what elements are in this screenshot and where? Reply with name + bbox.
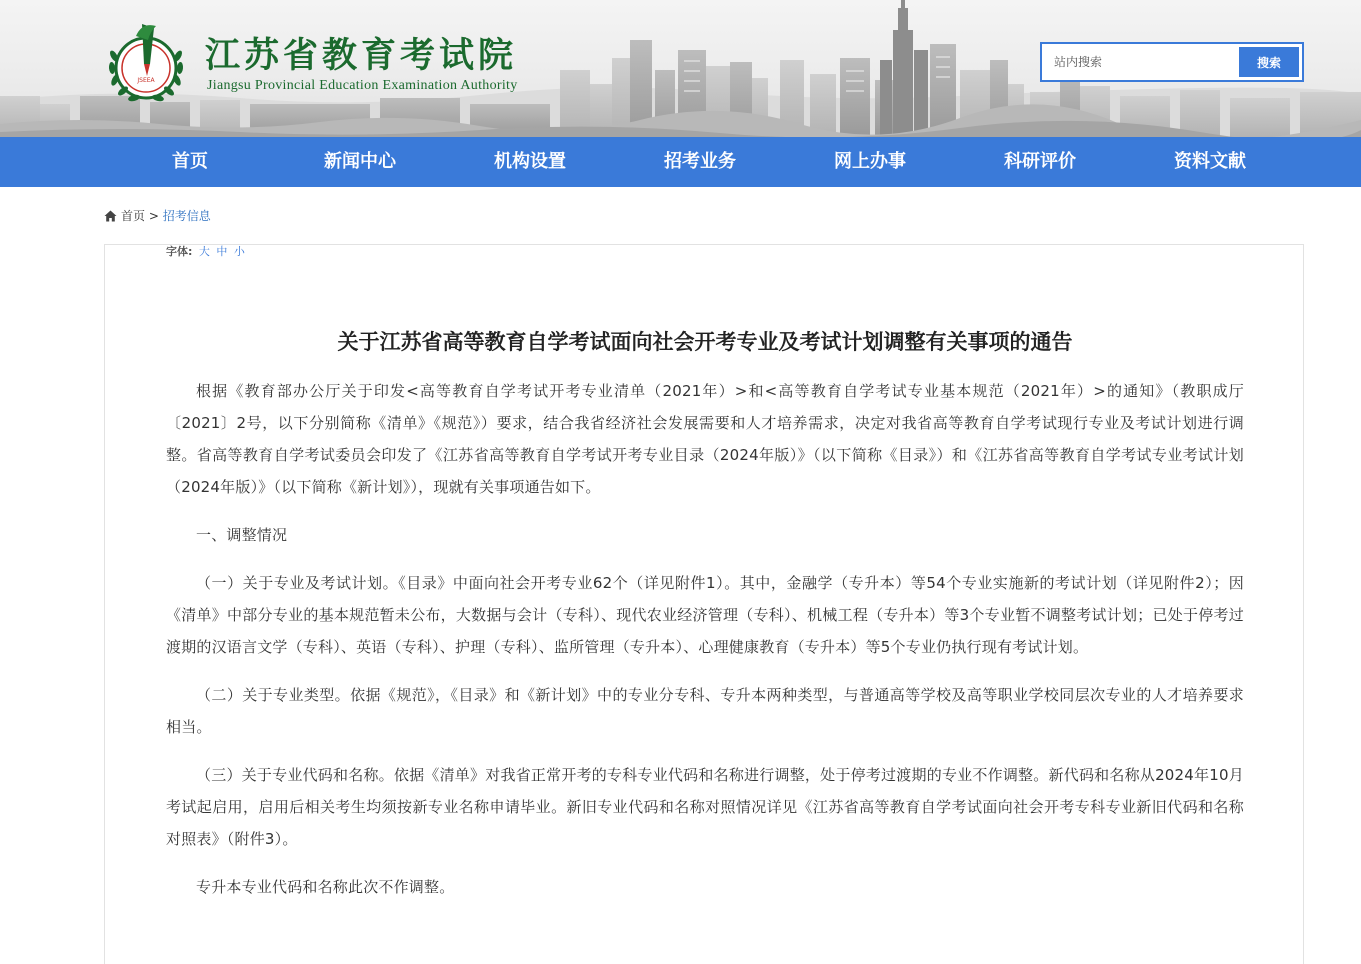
logo-badge-text: JSEEA [137, 77, 155, 84]
font-size-large-option[interactable]: 大 [198, 245, 210, 258]
font-size-medium-option[interactable]: 中 [216, 245, 228, 258]
font-size-control [166, 245, 245, 259]
nav-item-organization[interactable]: 机构设置 [494, 151, 566, 172]
article-paragraph: （二）关于专业类型。依据《规范》，《目录》和《新计划》中的专业分专科、专升本两种类型，与普通高等学校及高等职业学校同层次专业的人才培养要求相当。 [166, 686, 1244, 736]
search-input[interactable] [1042, 44, 1238, 80]
breadcrumb-separator: > [148, 209, 159, 223]
home-icon[interactable] [104, 209, 117, 227]
search-box [1040, 42, 1304, 82]
article-section-heading: 一、调整情况 [196, 526, 288, 544]
article-title: 关于江苏省高等教育自学考试面向社会开考专业及考试计划调整有关事项的通告 [337, 330, 1073, 354]
site-logo[interactable] [104, 18, 188, 110]
nav-item-news[interactable]: 新闻中心 [324, 151, 396, 172]
font-size-label: 字体: [166, 245, 193, 258]
main-nav [0, 137, 1361, 187]
logo-emblem-icon [104, 18, 188, 110]
nav-item-documents[interactable]: 资料文献 [1174, 151, 1246, 172]
font-size-small-option[interactable]: 小 [233, 245, 245, 258]
search-button[interactable]: 搜索 [1239, 47, 1299, 77]
article-container [104, 244, 1304, 964]
nav-item-admission[interactable]: 招考业务 [664, 151, 736, 172]
article-paragraph: 专升本专业代码和名称此次不作调整。 [196, 878, 455, 896]
site-header [0, 0, 1361, 137]
breadcrumb-home-link[interactable]: 首页 [121, 209, 146, 223]
article-paragraph: （三）关于专业代码和名称。依据《清单》对我省正常开考的专科专业代码和名称进行调整，处于停考过渡期的专业不作调整。新代码和名称从2024年10月考试起启用，启用后相关考生均须按新专业名称申请毕业。新旧专业代码和名称对照情况详见《江苏省高等教育自学考试面向社会开考专科专业新旧代码和名称对照表》（附件3）。 [166, 766, 1244, 848]
nav-item-online-services[interactable]: 网上办事 [834, 151, 906, 172]
nav-item-research[interactable]: 科研评价 [1004, 151, 1076, 172]
article-paragraph: 根据《教育部办公厅关于印发<高等教育自学考试开考专业清单（2021年）>和<高等教育自学考试专业基本规范（2021年）>的通知》（教职成厅〔2021〕2号，以下分别简称《清单》《规范》）要求，结合我省经济社会发展需要和人才培养需求，决定对我省高等教育自学考试现行专业及考试计划进行调整。省高等教育自学考试委员会印发了《江苏省高等教育自学考试开考专业目录（2024年版）》（以下简称《目录》）和《江苏省高等教育自学考试专业考试计划（2024年版）》（以下简称《新计划》），现就有关事项通告如下。 [166, 382, 1244, 496]
site-title-chinese[interactable]: 江苏省教育考试院 [205, 35, 518, 76]
article-paragraph: （一）关于专业及考试计划。《目录》中面向社会开考专业62个（详见附件1）。其中，金融学（专升本）等54个专业实施新的考试计划（详见附件2）；因《清单》中部分专业的基本规范暂未公布，大数据与会计（专科）、现代农业经济管理（专科）、机械工程（专升本）等3个专业暂不调整考试计划；已处于停考过渡期的汉语言文学（专科）、英语（专科）、护理（专科）、监所管理（专升本）、心理健康教育（专升本）等5个专业仍执行现有考试计划。 [166, 574, 1244, 656]
article-body [166, 375, 1244, 919]
nav-item-home[interactable]: 首页 [172, 151, 208, 172]
breadcrumb-current-link[interactable]: 招考信息 [162, 209, 211, 223]
breadcrumb [104, 207, 211, 225]
site-title-english[interactable]: Jiangsu Provincial Education Examination Authority [207, 78, 518, 93]
